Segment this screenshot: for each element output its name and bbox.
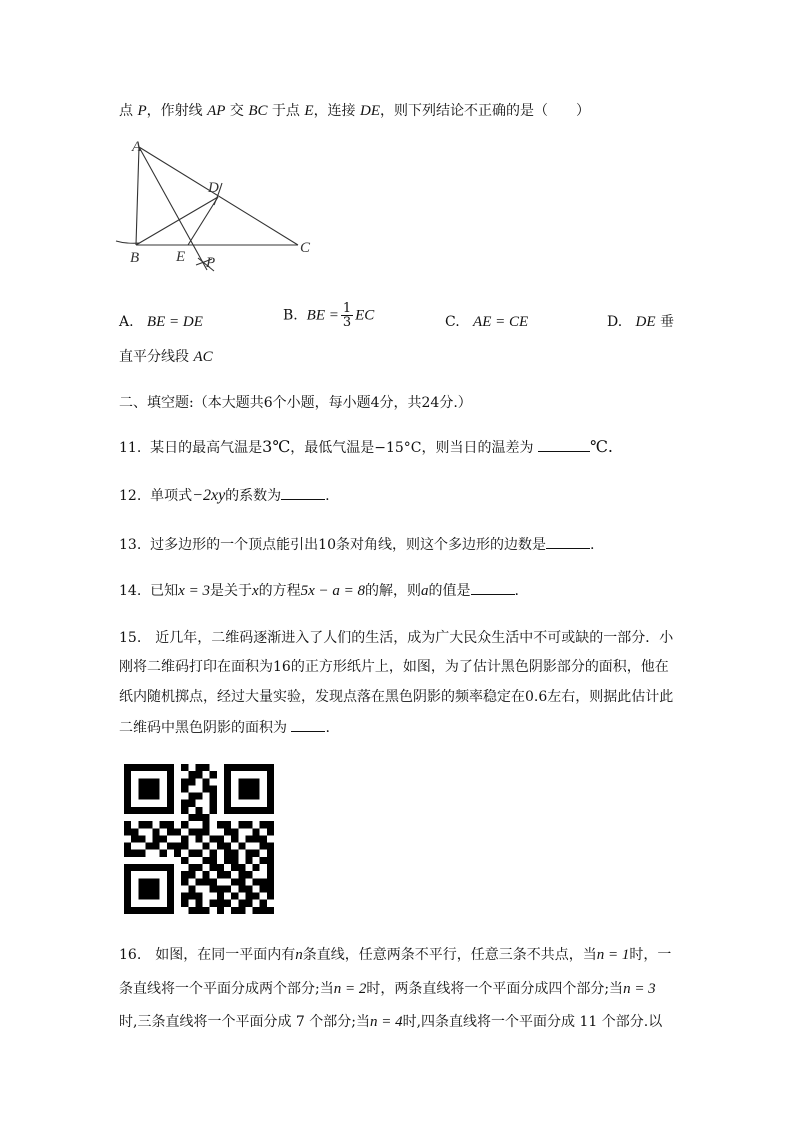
option-d bbox=[607, 311, 674, 333]
qr-module bbox=[181, 878, 188, 885]
qr-module bbox=[195, 814, 202, 821]
qr-module bbox=[267, 857, 274, 864]
qr-module bbox=[188, 907, 195, 914]
ray-AP bbox=[139, 147, 207, 270]
question-15-line-1: 15. 近几年，二维码逐渐进入了人们的生活，成为广大民众生活中不可或缺的一部分．小 bbox=[119, 630, 674, 646]
qr-module bbox=[231, 835, 238, 842]
qr-module bbox=[131, 835, 138, 842]
option-text: 垂 bbox=[660, 314, 674, 330]
answer-blank bbox=[546, 534, 590, 549]
label-P: P bbox=[206, 255, 216, 271]
question-text: ，则当日的温差为 bbox=[421, 440, 538, 456]
qr-module bbox=[224, 857, 231, 864]
qr-module bbox=[217, 900, 224, 907]
qr-module bbox=[224, 900, 231, 907]
qr-module bbox=[188, 850, 195, 857]
qr-module bbox=[260, 835, 267, 842]
qr-module bbox=[188, 800, 195, 807]
qr-module bbox=[174, 843, 181, 850]
qr-module bbox=[188, 828, 195, 835]
qr-module bbox=[203, 785, 210, 792]
qr-module bbox=[267, 871, 274, 878]
stem-text: 交 bbox=[225, 103, 249, 119]
qr-module bbox=[195, 878, 202, 885]
qr-module bbox=[210, 900, 217, 907]
qr-module bbox=[203, 878, 210, 885]
question-text: 时,三条直线将一个平面分成 7 个部分;当 bbox=[119, 1014, 370, 1030]
qr-module bbox=[188, 814, 195, 821]
qr-module bbox=[210, 864, 217, 871]
qr-module bbox=[188, 864, 195, 871]
qr-module bbox=[245, 900, 252, 907]
question-expr: a bbox=[421, 583, 429, 599]
question-value: −15°C bbox=[374, 440, 422, 456]
qr-module bbox=[245, 835, 252, 842]
qr-module bbox=[124, 821, 131, 828]
qr-module bbox=[210, 850, 217, 857]
qr-module bbox=[195, 764, 202, 771]
qr-module bbox=[181, 785, 188, 792]
option-d-continued bbox=[119, 347, 213, 367]
answer-blank bbox=[471, 580, 515, 595]
stem-text: ，连接 bbox=[313, 103, 361, 119]
qr-module bbox=[203, 907, 210, 914]
fraction bbox=[341, 302, 353, 329]
question-text: 单项式 bbox=[150, 488, 193, 504]
qr-module bbox=[210, 785, 217, 792]
question-text: 16. 如图，在同一平面内有 bbox=[119, 947, 296, 963]
qr-module bbox=[253, 893, 260, 900]
question-text: 已知 bbox=[150, 583, 179, 599]
stem-var: AP bbox=[207, 103, 226, 119]
qr-module bbox=[238, 778, 259, 799]
question-13 bbox=[119, 534, 594, 555]
qr-module bbox=[124, 864, 131, 914]
qr-module bbox=[195, 835, 202, 842]
qr-module bbox=[267, 843, 274, 850]
qr-module bbox=[195, 828, 202, 835]
question-12 bbox=[119, 485, 330, 506]
qr-module bbox=[124, 850, 131, 857]
qr-module bbox=[231, 828, 238, 835]
qr-module bbox=[138, 850, 145, 857]
qr-module bbox=[188, 771, 195, 778]
qr-module bbox=[131, 828, 138, 835]
qr-module bbox=[217, 821, 224, 828]
qr-module bbox=[245, 893, 252, 900]
question-text: 条直线将一个平面分成两个部分;当 bbox=[119, 981, 334, 997]
qr-module bbox=[195, 807, 202, 814]
option-expr: AC bbox=[193, 349, 213, 365]
qr-module bbox=[267, 878, 274, 885]
qr-module bbox=[267, 850, 274, 857]
option-expr: DE bbox=[635, 314, 656, 330]
option-text: 直平分线段 bbox=[119, 349, 194, 365]
answer-blank bbox=[281, 485, 325, 500]
question-text: 二维码中黑色阴影的面积为 bbox=[119, 720, 292, 736]
qr-module bbox=[138, 778, 159, 799]
qr-module bbox=[203, 764, 210, 771]
question-number: 12. bbox=[119, 488, 142, 504]
option-expr: BE = DE bbox=[146, 314, 203, 330]
qr-module bbox=[203, 857, 210, 864]
qr-module bbox=[217, 893, 224, 900]
qr-module bbox=[167, 828, 174, 835]
qr-module bbox=[253, 878, 260, 885]
qr-module bbox=[245, 857, 252, 864]
qr-module bbox=[224, 828, 231, 835]
qr-module bbox=[238, 900, 245, 907]
qr-module bbox=[174, 850, 181, 857]
segment-AC bbox=[139, 147, 298, 245]
qr-module bbox=[260, 885, 267, 892]
question-text: 某日的最高气温是 bbox=[150, 440, 263, 456]
qr-module bbox=[260, 857, 267, 864]
question-text: 条直线，任意两条不平行，任意三条不共点，当 bbox=[302, 947, 597, 963]
question-15-line-2: 刚将二维码打印在面积为16的正方形纸片上，如图，为了估计黑色阴影部分的面积，他在 bbox=[119, 659, 669, 675]
qr-module bbox=[253, 828, 260, 835]
qr-module bbox=[217, 871, 224, 878]
fraction-denominator: 3 bbox=[342, 315, 352, 330]
qr-module bbox=[253, 850, 260, 857]
qr-module bbox=[238, 821, 245, 828]
qr-module bbox=[217, 843, 224, 850]
answer-blank bbox=[538, 437, 590, 452]
question-expr: x bbox=[251, 583, 259, 599]
qr-module bbox=[124, 764, 131, 814]
question-text: 过多边形的一个顶点能引出10条对角线，则这个多边形的边数是 bbox=[150, 537, 546, 553]
qr-module bbox=[138, 878, 159, 899]
qr-module bbox=[167, 764, 174, 814]
qr-module bbox=[203, 871, 210, 878]
question-text: 的方程 bbox=[258, 583, 301, 599]
qr-module bbox=[267, 821, 274, 828]
option-expr: AE = CE bbox=[473, 314, 529, 330]
qr-module bbox=[195, 893, 202, 900]
question-text: . bbox=[514, 583, 519, 599]
qr-module bbox=[181, 893, 188, 900]
qr-module bbox=[131, 850, 138, 857]
qr-module bbox=[181, 900, 188, 907]
qr-module bbox=[217, 864, 224, 871]
qr-module bbox=[238, 907, 245, 914]
qr-module bbox=[245, 885, 252, 892]
label-C: C bbox=[300, 240, 311, 256]
question-text: 时,四条直线将一个平面分成 11 个部分.以 bbox=[402, 1014, 663, 1030]
question-number: 14. bbox=[119, 583, 142, 599]
section-heading: 二、填空题:（本大题共6个小题，每小题4分，共24分.） bbox=[119, 395, 472, 411]
qr-module bbox=[195, 900, 202, 907]
stem-var: E bbox=[304, 103, 314, 119]
qr-module bbox=[260, 907, 267, 914]
qr-module bbox=[217, 907, 224, 914]
qr-module bbox=[181, 821, 188, 828]
qr-code-image bbox=[124, 764, 274, 914]
qr-module bbox=[267, 885, 274, 892]
stem-var: P bbox=[137, 103, 147, 119]
question-15-line-3: 纸内随机掷点，经过大量实验，发现点落在黑色阴影的频率稳定在0.6左右，则据此估计此 bbox=[119, 689, 674, 705]
option-letter: D. bbox=[607, 314, 623, 330]
question-11 bbox=[119, 437, 613, 458]
question-text: 的解，则 bbox=[365, 583, 422, 599]
question-16-line-3 bbox=[119, 1012, 662, 1032]
qr-module bbox=[224, 885, 231, 892]
qr-module bbox=[181, 764, 188, 771]
qr-module bbox=[231, 878, 238, 885]
qr-module bbox=[231, 907, 238, 914]
qr-module bbox=[188, 893, 195, 900]
question-text: 是关于 bbox=[209, 583, 252, 599]
label-B: B bbox=[130, 250, 140, 266]
question-text: . bbox=[325, 488, 330, 504]
question-expr: 5x − a = 8 bbox=[300, 583, 366, 599]
option-c bbox=[445, 311, 528, 333]
qr-module bbox=[195, 793, 202, 800]
qr-module bbox=[203, 814, 210, 821]
question-text: 时，一 bbox=[629, 947, 672, 963]
question-text: ，最低气温是 bbox=[290, 440, 375, 456]
qr-module bbox=[267, 907, 274, 914]
qr-module bbox=[260, 900, 267, 907]
qr-module bbox=[181, 800, 188, 807]
option-expr: EC bbox=[355, 307, 375, 324]
stem-var: DE bbox=[360, 103, 381, 119]
qr-module bbox=[267, 864, 274, 871]
qr-module bbox=[245, 871, 252, 878]
qr-module bbox=[124, 764, 174, 771]
stem-text: ，作射线 bbox=[146, 103, 208, 119]
qr-module bbox=[210, 800, 217, 807]
question-expr: n = 4 bbox=[369, 1014, 403, 1030]
qr-module bbox=[203, 821, 210, 828]
answer-blank bbox=[291, 717, 325, 732]
question-expr: −2xy bbox=[192, 487, 226, 504]
qr-module bbox=[260, 843, 267, 850]
question-16-line-1 bbox=[119, 945, 671, 965]
qr-module bbox=[260, 821, 267, 828]
qr-module bbox=[210, 835, 217, 842]
qr-module bbox=[224, 807, 274, 814]
qr-module bbox=[188, 885, 195, 892]
q10-stem bbox=[119, 101, 590, 121]
qr-module bbox=[188, 871, 195, 878]
qr-module bbox=[160, 821, 167, 828]
qr-module bbox=[181, 778, 188, 785]
qr-module bbox=[267, 893, 274, 900]
stem-var: BC bbox=[248, 103, 268, 119]
qr-module bbox=[188, 793, 195, 800]
qr-module bbox=[153, 828, 160, 835]
qr-module bbox=[124, 907, 174, 914]
qr-module bbox=[267, 764, 274, 814]
question-15-line-4 bbox=[119, 717, 330, 738]
qr-module bbox=[224, 850, 231, 857]
qr-module bbox=[160, 835, 167, 842]
qr-module bbox=[181, 807, 188, 814]
qr-module bbox=[167, 821, 174, 828]
qr-module bbox=[181, 843, 188, 850]
segment-BD bbox=[136, 197, 218, 245]
qr-module bbox=[124, 864, 174, 871]
qr-module bbox=[238, 878, 245, 885]
qr-module bbox=[238, 885, 245, 892]
fraction-numerator: 1 bbox=[342, 301, 352, 316]
question-text: 的系数为 bbox=[225, 488, 282, 504]
qr-module bbox=[174, 828, 181, 835]
qr-module bbox=[195, 864, 202, 871]
qr-module bbox=[160, 850, 167, 857]
qr-module bbox=[224, 764, 274, 771]
qr-module bbox=[253, 835, 260, 842]
option-letter: C. bbox=[445, 314, 460, 330]
option-letter: A. bbox=[119, 314, 134, 330]
qr-module bbox=[253, 907, 260, 914]
question-expr: x = 3 bbox=[178, 583, 210, 599]
qr-module bbox=[138, 835, 145, 842]
question-text: . bbox=[590, 537, 595, 553]
qr-module bbox=[203, 828, 210, 835]
qr-module bbox=[195, 907, 202, 914]
triangle-figure bbox=[110, 135, 340, 285]
qr-module bbox=[210, 807, 217, 814]
question-text: 时，两条直线将一个平面分成四个部分;当 bbox=[366, 981, 624, 997]
qr-module bbox=[203, 778, 210, 785]
qr-module bbox=[224, 764, 231, 814]
question-expr: n = 2 bbox=[333, 981, 367, 997]
question-unit: ℃. bbox=[589, 437, 613, 456]
qr-module bbox=[124, 843, 131, 850]
qr-module bbox=[145, 821, 152, 828]
stem-text: 于点 bbox=[267, 103, 305, 119]
qr-module bbox=[188, 778, 195, 785]
qr-module bbox=[124, 807, 174, 814]
stem-text: 点 bbox=[119, 103, 138, 119]
question-number: 11. bbox=[119, 440, 142, 456]
qr-module bbox=[253, 864, 260, 871]
qr-module bbox=[203, 843, 210, 850]
segment-AB bbox=[136, 147, 139, 245]
qr-module bbox=[210, 857, 217, 864]
label-D: D bbox=[208, 180, 219, 196]
qr-module bbox=[210, 885, 217, 892]
qr-module bbox=[167, 864, 174, 914]
qr-module bbox=[167, 843, 174, 850]
option-a bbox=[119, 311, 203, 333]
question-14 bbox=[119, 580, 519, 601]
qr-module bbox=[224, 871, 231, 878]
qr-module bbox=[231, 864, 238, 871]
qr-module bbox=[238, 864, 245, 871]
qr-module bbox=[217, 835, 224, 842]
qr-module bbox=[245, 821, 252, 828]
qr-module bbox=[238, 871, 245, 878]
qr-module bbox=[195, 850, 202, 857]
question-number: 13. bbox=[119, 537, 142, 553]
label-A: A bbox=[132, 139, 142, 155]
question-text: . bbox=[325, 720, 330, 736]
qr-module bbox=[231, 857, 238, 864]
qr-module bbox=[195, 771, 202, 778]
qr-module bbox=[210, 793, 217, 800]
label-E: E bbox=[176, 249, 186, 265]
qr-module bbox=[224, 821, 231, 828]
qr-module bbox=[245, 850, 252, 857]
qr-module bbox=[231, 893, 238, 900]
question-16-line-2 bbox=[119, 979, 656, 999]
question-text: 的值是 bbox=[428, 583, 471, 599]
question-value: 3℃ bbox=[262, 437, 291, 456]
qr-module bbox=[181, 871, 188, 878]
qr-module bbox=[181, 857, 188, 864]
qr-module bbox=[224, 843, 231, 850]
question-expr: n bbox=[295, 947, 303, 963]
qr-module bbox=[260, 878, 267, 885]
option-letter: B. bbox=[283, 307, 298, 324]
qr-module bbox=[124, 828, 131, 835]
question-expr: n = 1 bbox=[596, 947, 630, 963]
qr-module bbox=[231, 850, 238, 857]
question-expr: n = 3 bbox=[623, 981, 656, 997]
qr-module bbox=[181, 835, 188, 842]
qr-module bbox=[210, 771, 217, 778]
qr-module bbox=[217, 885, 224, 892]
segment-DE bbox=[188, 197, 218, 245]
stem-text: ，则下列结论不正确的是（ ） bbox=[380, 103, 591, 119]
qr-module bbox=[145, 843, 152, 850]
option-b bbox=[283, 302, 374, 329]
qr-module bbox=[153, 835, 160, 842]
qr-module bbox=[210, 878, 217, 885]
qr-module bbox=[238, 843, 245, 850]
qr-module bbox=[267, 828, 274, 835]
qr-module bbox=[153, 843, 160, 850]
qr-module bbox=[138, 821, 145, 828]
option-expr: BE = bbox=[306, 307, 339, 324]
